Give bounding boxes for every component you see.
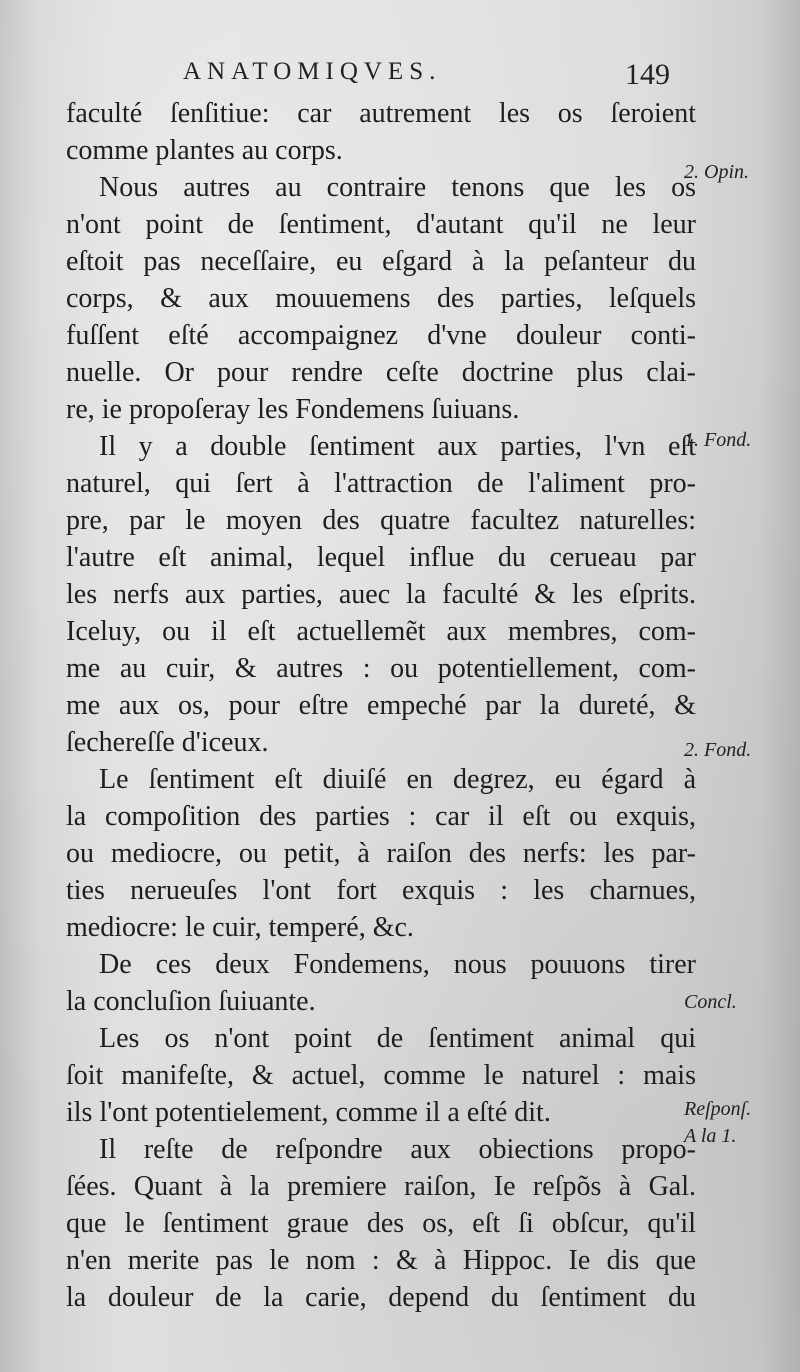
paragraph: [66, 95, 696, 169]
text-line: l'autre eſt animal, lequel influe du cerueau par: [66, 542, 696, 573]
margin-note: 2. Opin.: [684, 161, 749, 183]
text-line: re, ie propoſeray les Fondemens ſuiuans.: [66, 394, 520, 425]
text-line: ou mediocre, ou petit, à raiſon des nerfs: les par-: [66, 838, 696, 869]
text-line: Les os n'ont point de ſentiment animal qui: [99, 1023, 696, 1054]
text-line: fuſſent eſté accompaignez d'vne douleur conti-: [66, 320, 696, 351]
paragraph: [66, 1131, 696, 1316]
text-line: comme plantes au corps.: [66, 135, 343, 166]
paragraph: [66, 946, 696, 1020]
text-line: pre, par le moyen des quatre facultez naturelles:: [66, 505, 696, 536]
text-line: me aux os, pour eſtre empeché par la dureté, &: [66, 690, 696, 721]
text-line: De ces deux Fondemens, nous pouuons tirer: [99, 949, 696, 980]
text-line: la douleur de la carie, depend du ſentiment du: [66, 1282, 696, 1313]
text-line: que le ſentiment graue des os, eſt ſi obſcur, qu'il: [66, 1208, 696, 1239]
text-line: n'ont point de ſentiment, d'autant qu'il ne leur: [66, 209, 696, 240]
text-line: n'en merite pas le nom : & à Hippoc. Ie dis que: [66, 1245, 696, 1276]
paragraph: [66, 761, 696, 946]
margin-note: A la 1.: [684, 1125, 737, 1147]
text-line: Iceluy, ou il eſt actuellemẽt aux membres, com-: [66, 616, 696, 647]
text-line: Le ſentiment eſt diuiſé en degrez, eu égard à: [99, 764, 696, 795]
text-line: ſoit manifeſte, & actuel, comme le naturel : mais: [66, 1060, 696, 1091]
paragraph: [66, 428, 696, 761]
margin-note: 2. Fond.: [684, 739, 752, 761]
text-line: ſechereſſe d'iceux.: [66, 727, 269, 758]
running-head: [0, 58, 800, 98]
text-line: la compoſition des parties : car il eſt ou exquis,: [66, 801, 696, 832]
paragraph: [66, 1020, 696, 1131]
page-number: 149: [625, 58, 670, 91]
text-line: corps, & aux mouuemens des parties, leſquels: [66, 283, 696, 314]
text-line: nuelle. Or pour rendre ceſte doctrine plus clai-: [66, 357, 696, 388]
text-line: eſtoit pas neceſſaire, eu eſgard à la peſanteur du: [66, 246, 696, 277]
text-line: ties nerueuſes l'ont fort exquis : les charnues,: [66, 875, 696, 906]
margin-note: 1. Fond.: [684, 429, 752, 451]
text-line: mediocre: le cuir, temperé, &c.: [66, 912, 414, 943]
text-line: ils l'ont potentielement, comme il a eſté dit.: [66, 1097, 551, 1128]
text-line: ſées. Quant à la premiere raiſon, Ie reſpõs à Gal.: [66, 1171, 696, 1202]
margin-note: Concl.: [684, 991, 737, 1013]
text-line: naturel, qui ſert à l'attraction de l'aliment pro-: [66, 468, 696, 499]
text-line: faculté ſenſitiue: car autrement les os ſeroient: [66, 98, 696, 129]
text-line: les nerfs aux parties, auec la faculté & les eſprits.: [66, 579, 696, 610]
running-title: ANATOMIQVES.: [183, 58, 442, 85]
text-line: Nous autres au contraire tenons que les os: [99, 172, 696, 203]
text-line: Il reſte de reſpondre aux obiections propo-: [99, 1134, 696, 1165]
body-text: [66, 95, 696, 1316]
text-line: la concluſion ſuiuante.: [66, 986, 316, 1017]
paragraph: [66, 169, 696, 428]
text-line: Il y a double ſentiment aux parties, l'vn eſt: [99, 431, 696, 462]
text-line: me au cuir, & autres : ou potentiellement, com-: [66, 653, 696, 684]
margin-note: Reſponſ.: [684, 1098, 752, 1120]
